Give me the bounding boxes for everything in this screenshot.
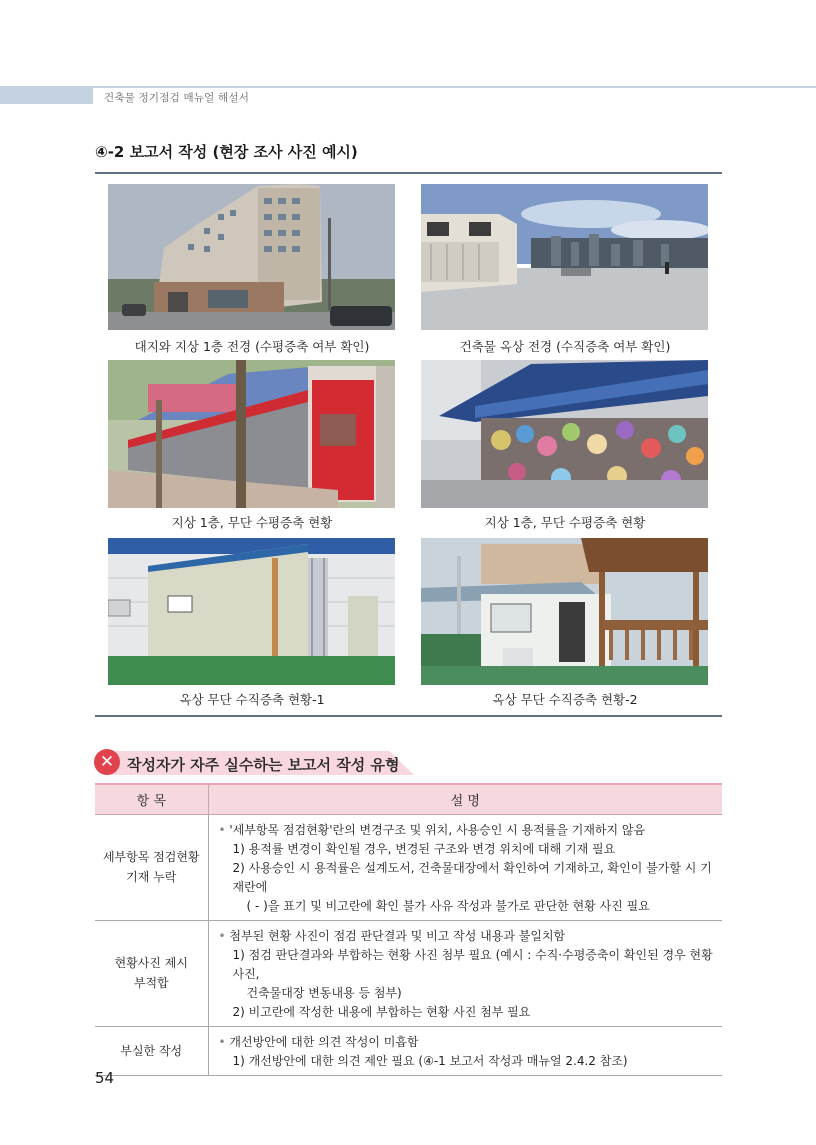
description-line: 건축물대장 변동내용 등 첨부) bbox=[246, 985, 402, 1000]
description-line: 1) 용적률 변경이 확인될 경우, 변경된 구조와 변경 위치에 대해 기재 필요 bbox=[232, 841, 616, 856]
item-line: 현황사진 제시 bbox=[114, 956, 188, 970]
row-description bbox=[208, 814, 722, 920]
description-bullet: • '세부항목 점검현황'란의 변경구조 및 위치, 사용승인 시 용적률을 기재하지 않음 bbox=[219, 821, 719, 840]
description-line: 1) 점검 판단결과와 부합하는 현황 사진 첨부 필요 (예시 : 수직·수평증축이 확인된 경우 현황 사진, bbox=[232, 947, 713, 981]
x-icon: ✕ bbox=[94, 749, 120, 775]
column-header-description: 설 명 bbox=[208, 784, 722, 814]
table-header-row bbox=[95, 784, 722, 814]
table-row bbox=[95, 920, 722, 1026]
row-item bbox=[95, 814, 208, 920]
header-tab bbox=[0, 86, 93, 104]
item-line: 기재 누락 bbox=[126, 870, 177, 884]
photo-caption: 지상 1층, 무단 수평증축 현황 bbox=[171, 515, 333, 530]
photo-caption: 옥상 무단 수직증축 현황-1 bbox=[179, 692, 325, 707]
description-line: ( - )을 표기 및 비고란에 확인 불가 사유 작성과 불가로 판단한 현황 사진 필요 bbox=[246, 898, 650, 913]
photo-rooftop-extension-1 bbox=[108, 538, 395, 685]
row-item bbox=[95, 920, 208, 1026]
photo-ground-extension-1 bbox=[108, 360, 395, 508]
item-line: 부실한 작성 bbox=[120, 1043, 183, 1058]
description-bullet: • 개선방안에 대한 의견 작성이 미흡함 bbox=[219, 1033, 719, 1052]
column-header-item: 항 목 bbox=[95, 784, 208, 814]
bottom-rule bbox=[95, 715, 722, 717]
section-title: ④-2 보고서 작성 (현장 조사 사진 예시) bbox=[95, 143, 358, 161]
photo-ground-extension-2 bbox=[421, 360, 708, 508]
description-line: 2) 사용승인 시 용적률은 설계도서, 건축물대장에서 확인하여 기재하고, 확인이 불가할 시 기재란에 bbox=[232, 860, 712, 894]
photo-caption: 옥상 무단 수직증축 현황-2 bbox=[492, 692, 638, 707]
photo-caption: 대지와 지상 1층 전경 (수평증축 여부 확인) bbox=[134, 339, 370, 354]
common-mistakes-heading bbox=[94, 749, 424, 777]
photo-rooftop-overview bbox=[421, 184, 708, 330]
table-row bbox=[95, 814, 722, 920]
page-number: 54 bbox=[95, 1069, 115, 1087]
photo-caption: 지상 1층, 무단 수평증축 현황 bbox=[484, 515, 646, 530]
table-row bbox=[95, 1026, 722, 1075]
description-bullet: • 첨부된 현황 사진이 점검 판단결과 및 비고 작성 내용과 불일치함 bbox=[219, 927, 719, 946]
running-header bbox=[0, 86, 816, 104]
mistakes-table bbox=[95, 783, 722, 1076]
heading-label: 작성자가 자주 실수하는 보고서 작성 유형 bbox=[127, 756, 400, 774]
row-description bbox=[208, 1026, 722, 1075]
photo-caption: 건축물 옥상 전경 (수직증축 여부 확인) bbox=[459, 339, 671, 354]
item-line: 부적합 bbox=[133, 976, 169, 990]
row-item bbox=[95, 1026, 208, 1075]
header-title: 건축물 정기점검 매뉴얼 해설서 bbox=[104, 92, 250, 104]
header-line bbox=[93, 86, 816, 88]
top-rule bbox=[95, 172, 722, 174]
photo-rooftop-extension-2 bbox=[421, 538, 708, 685]
row-description bbox=[208, 920, 722, 1026]
photo-site-overview bbox=[108, 184, 395, 330]
description-line: 2) 비고란에 작성한 내용에 부합하는 현황 사진 첨부 필요 bbox=[232, 1004, 531, 1019]
item-line: 세부항목 점검현황 bbox=[102, 850, 200, 864]
description-line: 1) 개선방안에 대한 의견 제안 필요 (④-1 보고서 작성과 매뉴얼 2.4.2 참조) bbox=[232, 1053, 628, 1068]
